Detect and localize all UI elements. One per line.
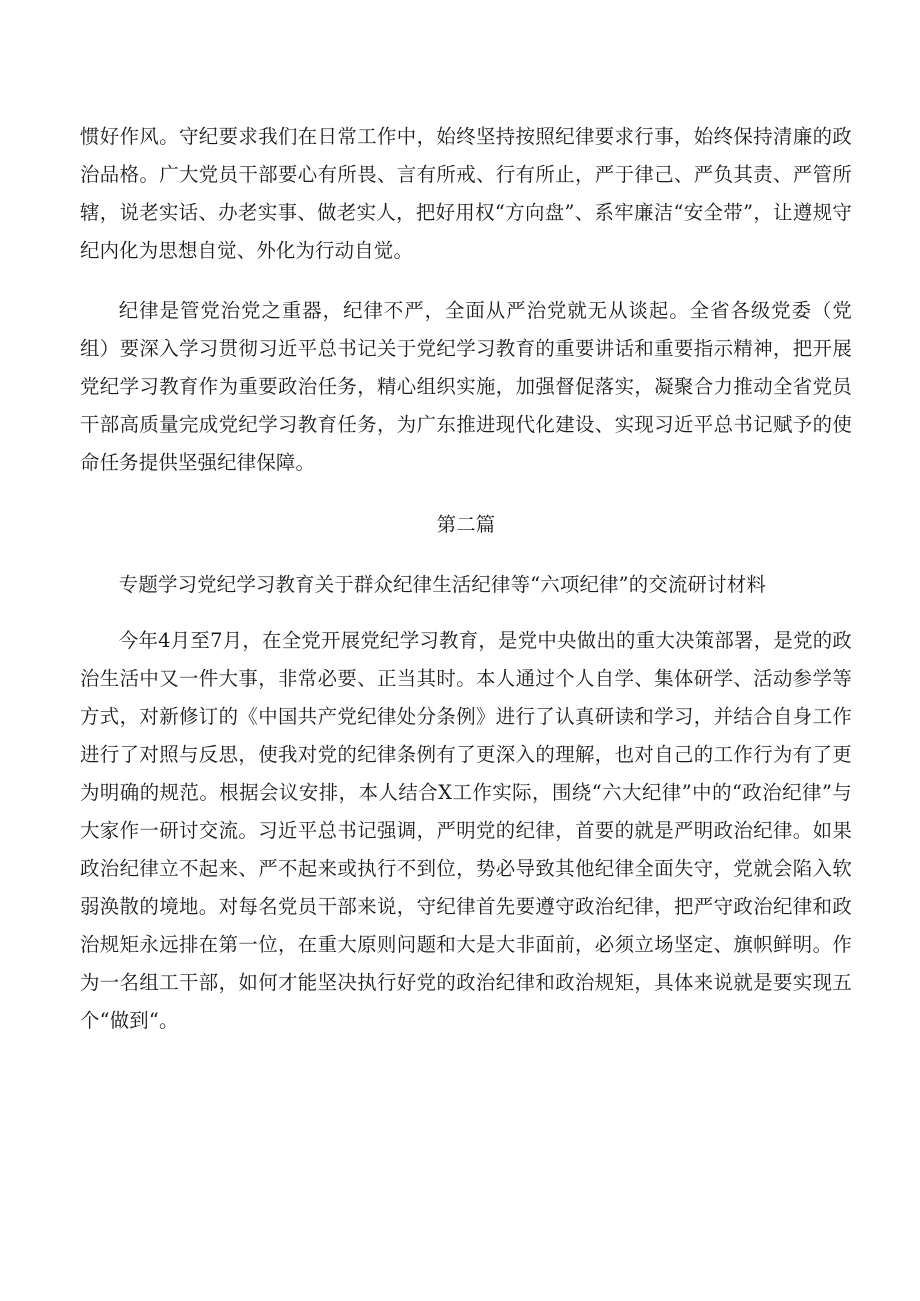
paragraph-discipline: 纪律是管党治党之重器，纪律不严，全面从严治党就无从谈起。全省各级党委（党组）要深入学习贯彻习近平总书记关于党纪学习教育的重要讲话和重要指示精神，把开展党纪学习教育作为重要政治任务，精心组织实施，加强督促落实，凝聚合力推动全省党员干部高质量完成党纪学习教育任务，为广东推进现代化建设、实现习近平总书记赋予的使命任务提供坚强纪律保障。 xyxy=(80,299,852,474)
paragraph-study-education: 今年4月至7月，在全党开展党纪学习教育，是党中央做出的重大决策部署，是党的政治生活中又一件大事，非常必要、正当其时。本人通过个人自学、集体研学、活动参学等方式，对新修订的《中国共产党纪律处分条例》进行了认真研读和学习，并结合自身工作进行了对照与反思，使我对党的纪律条例有了更深入的理解，也对自己的工作行为有了更为明确的规范。根据会议安排，本人结合X工作实际，围绕“六大纪律”中的“政治纪律”与大家作一研讨交流。习近平总书记强调，严明党的纪律，首要的就是严明政治纪律。如果政治纪律立不起来、严不起来或执行不到位，势必导致其他纪律全面失守，党就会陷入软弱涣散的境地。对每名党员干部来说，守纪律首先要遵守政治纪律，把严守政治纪律和政治规矩永远排在第一位，在重大原则问题和大是大非面前，必须立场坚定、旗帜鲜明。作为一名组工干部，如何才能坚决执行好党的政治纪律和政治规矩，具体来说就是要实现五个“做到“。 xyxy=(80,629,852,1032)
section-title: 专题学习党纪学习教育关于群众纪律生活纪律等“六项纪律”的交流研讨材料 xyxy=(118,573,766,596)
paragraph-continued: 惯好作风。守纪要求我们在日常工作中，始终坚持按照纪律要求行事，始终保持清廉的政治品格。广大党员干部要心有所畏、言有所戒、行有所止，严于律己、严负其责、严管所辖，说老实话、办老实事、做老实人，把好用权“方向盘”、系牢廉洁“安全带”，让遵规守纪内化为思想自觉、外化为行动自觉。 xyxy=(80,125,852,262)
section-heading: 第二篇 xyxy=(436,513,496,536)
document-body xyxy=(80,118,852,1040)
